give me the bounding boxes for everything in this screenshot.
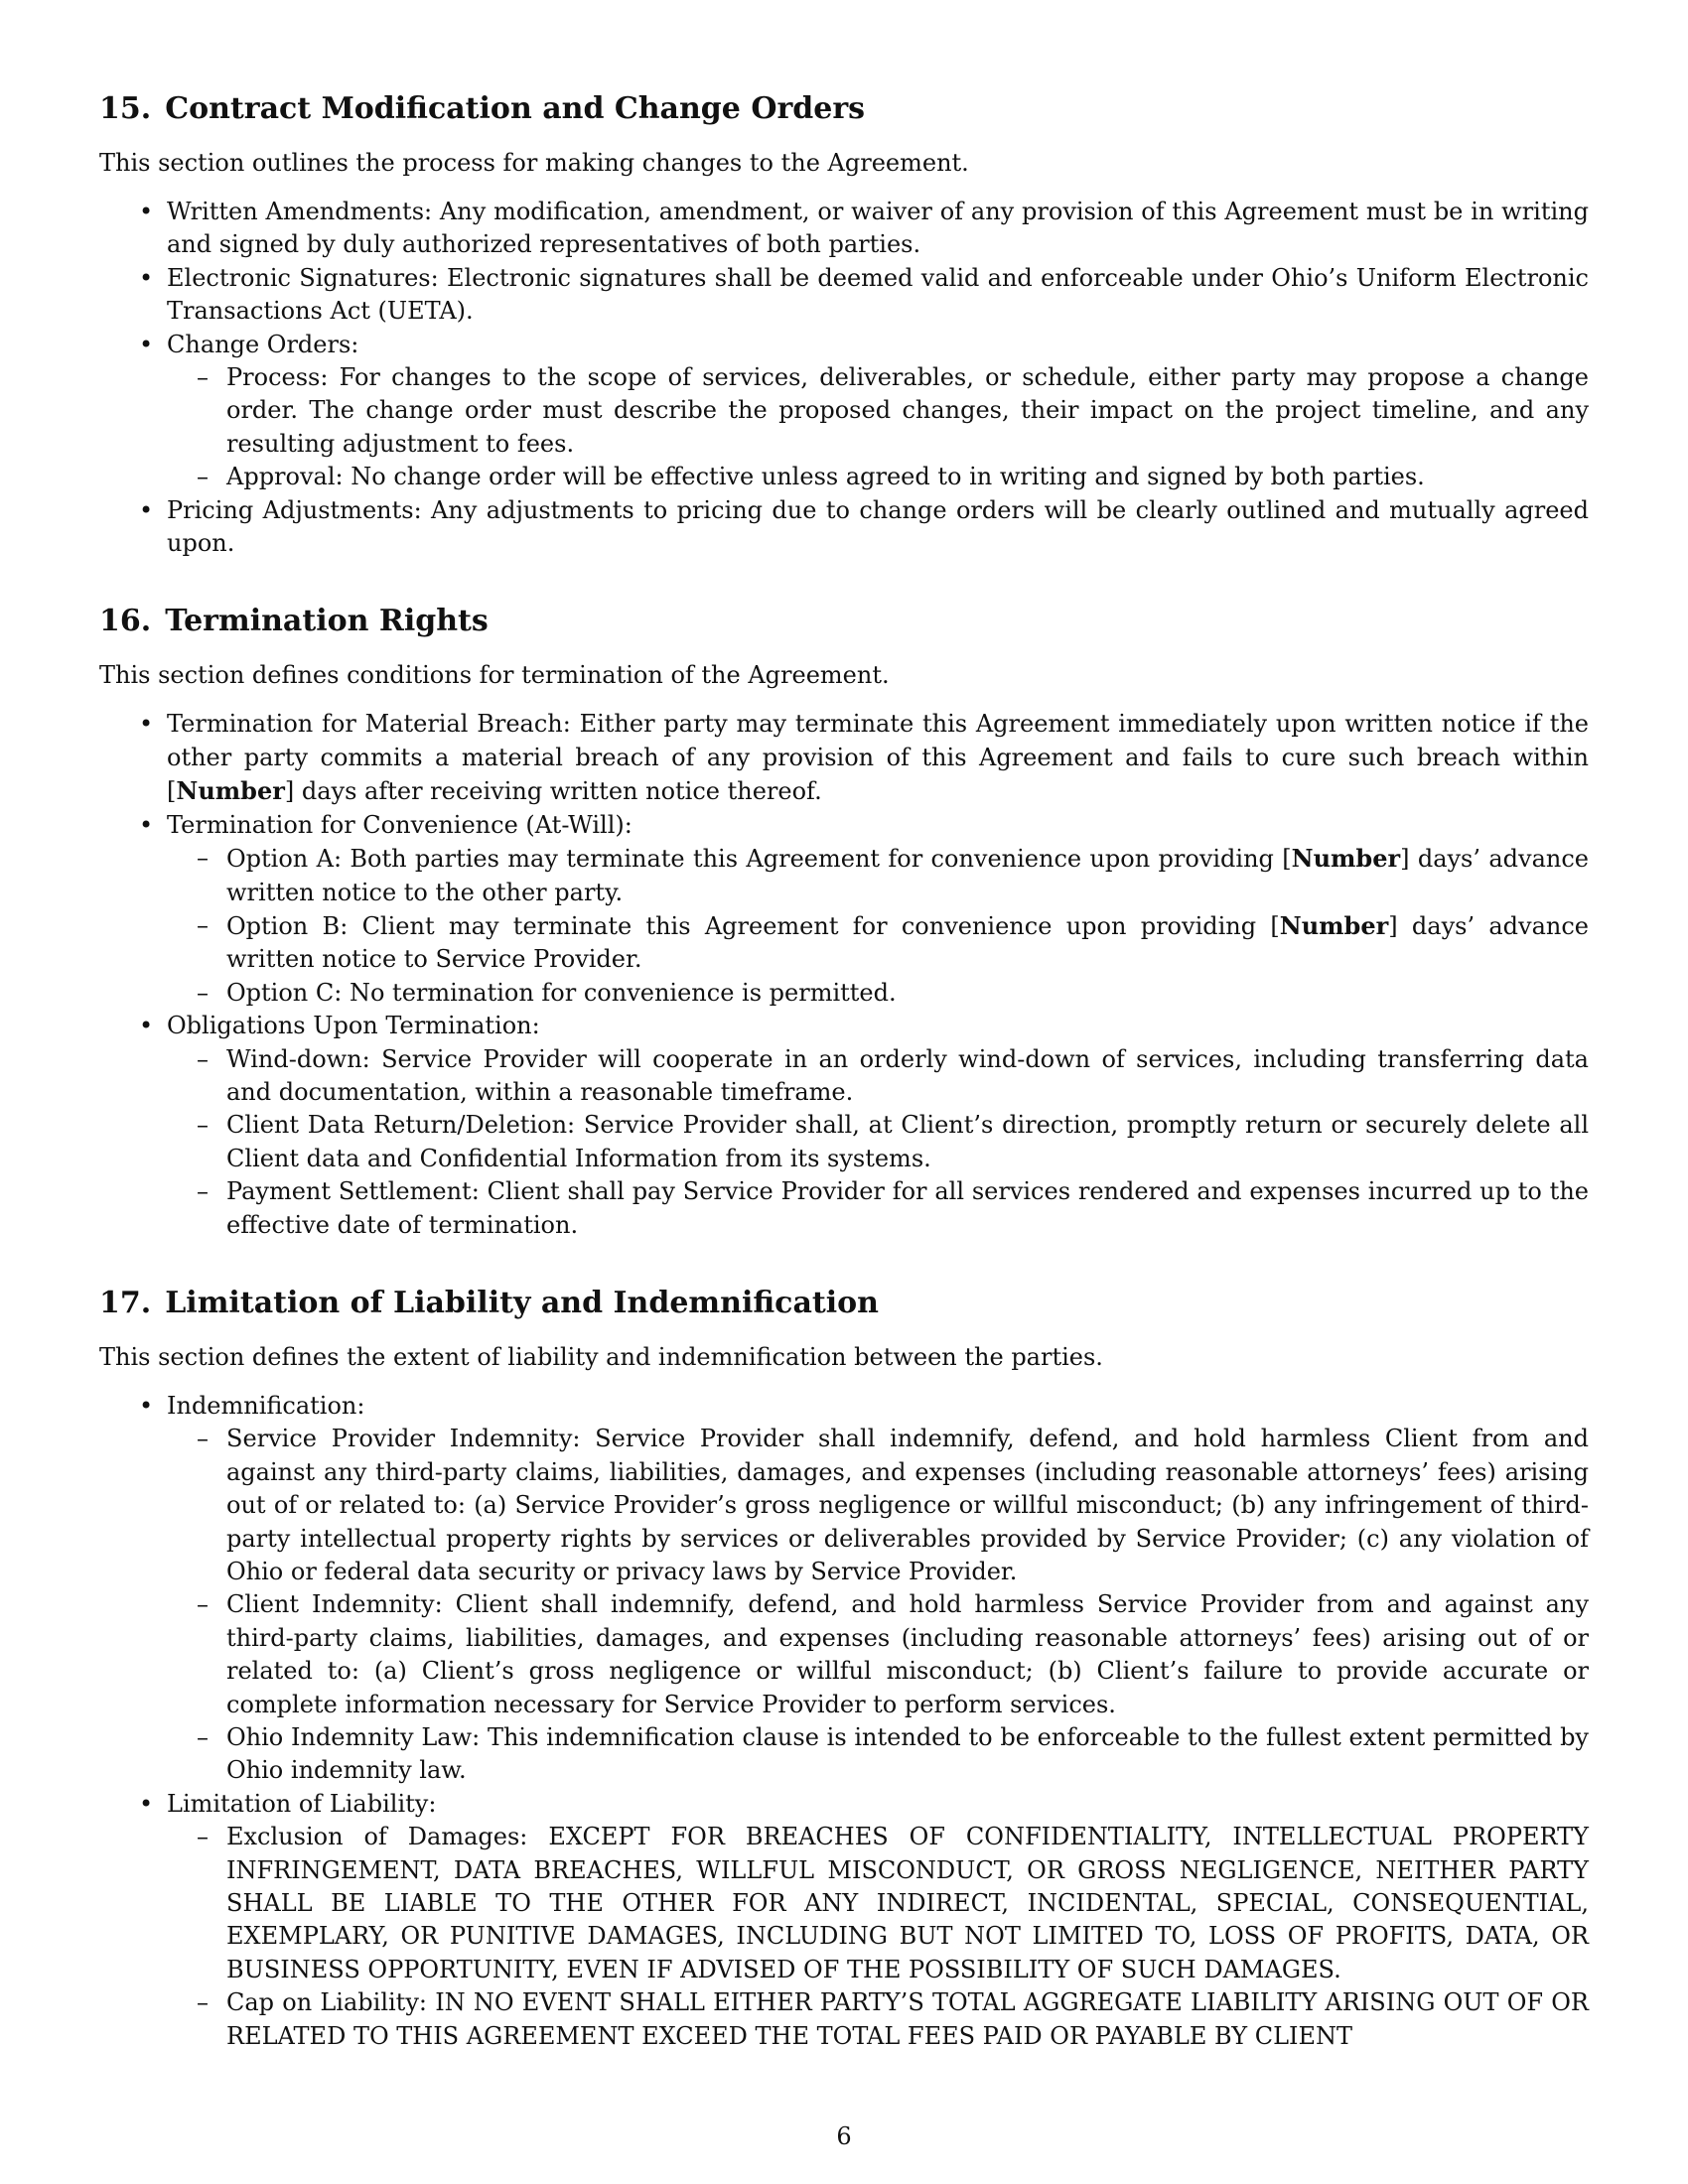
sub-item-wind-down: – Wind-down: Service Provider will cooperate in an orderly wind-down of services, including transferring data and documentation, within a reasonable timeframe. — [226, 1043, 1589, 1110]
section-number: 16. — [99, 604, 152, 639]
bullet-list — [99, 708, 1589, 1242]
list-item-limitation-of-liability — [167, 1788, 1589, 2053]
section-number: 15. — [99, 91, 152, 126]
list-item-label: Termination for Convenience (At-Will): — [167, 810, 633, 839]
text-run: ] days after receiving written notice thereof. — [284, 777, 822, 806]
text-run: Option B: Client may terminate this Agreement for convenience upon providing [ — [226, 911, 1280, 940]
section-intro: This section defines conditions for termination of the Agreement. — [99, 661, 890, 690]
list-item-written-amendments: • Written Amendments: Any modification, amendment, or waiver of any provision of this Agreement must be in writing and signed by duly authorized representatives of both parties. — [167, 196, 1589, 262]
sub-item-option-c: – Option C: No termination for convenience is permitted. — [226, 977, 1589, 1010]
list-item-material-breach — [167, 708, 1589, 808]
section-16 — [99, 604, 1589, 1242]
sub-item-process: – Process: For changes to the scope of services, deliverables, or schedule, either party may propose a change order. The change order must describe the proposed changes, their impact on the project timeline, and any resulting adjustment to fees. — [226, 361, 1589, 461]
list-item-electronic-signatures: • Electronic Signatures: Electronic signatures shall be deemed valid and enforceable under Ohio’s Uniform Electronic Transactions Act (UETA). — [167, 262, 1589, 329]
bullet-list — [99, 196, 1589, 560]
section-heading — [99, 1286, 1589, 1321]
sub-item-payment-settlement: – Payment Settlement: Client shall pay Service Provider for all services rendered and expenses incurred up to the effective date of termination. — [226, 1175, 1589, 1242]
sub-item-cap-on-liability: – Cap on Liability: IN NO EVENT SHALL EITHER PARTY’S TOTAL AGGREGATE LIABILITY ARISING OUT OF OR RELATED TO THIS AGREEMENT EXCEED THE TOTAL FEES PAID OR PAYABLE BY CLIENT — [226, 1986, 1589, 2053]
text-run: Termination for Material Breach: Either party may terminate this Agreement immediately upon written notice if the other party commits a material breach of any provision of this Agreement and fails to cure such breach within [ — [167, 710, 1589, 806]
text-run: ] days’ advance written notice to Service Provider. — [226, 911, 1590, 974]
text-run: Option A: Both parties may terminate this Agreement for convenience upon providing [ — [226, 845, 1292, 874]
document-page — [99, 91, 1589, 2097]
sub-item-approval: – Approval: No change order will be effective unless agreed to in writing and signed by both parties. — [226, 461, 1589, 493]
sub-item-option-a — [226, 842, 1589, 909]
list-item-pricing-adjustments: • Pricing Adjustments: Any adjustments to pricing due to change orders will be clearly outlined and mutually agreed upon. — [167, 494, 1589, 561]
list-item-termination-convenience — [167, 809, 1589, 1010]
bullet-list — [99, 1390, 1589, 2053]
text-run: ] days’ advance written notice to the other party. — [226, 845, 1589, 906]
section-intro: This section defines the extent of liability and indemnification between the parties. — [99, 1342, 1103, 1371]
placeholder-number: Number — [176, 776, 285, 806]
placeholder-number: Number — [1279, 910, 1389, 940]
list-item-change-orders — [167, 329, 1589, 494]
list-item-indemnification — [167, 1390, 1589, 1788]
list-item-label: Change Orders: — [167, 330, 359, 358]
list-item-label: Obligations Upon Termination: — [167, 1012, 540, 1040]
sub-item-provider-indemnity: – Service Provider Indemnity: Service Provider shall indemnify, defend, and hold harmless Client from and against any third-party claims, liabilities, damages, and expenses (including reasonable attorneys’ fees) arising out of or related to: (a) Service Provider’s gross negligence or willful misconduct; (b) any infringement of third-party intellectual property rights by services or deliverables provided by Service Provider; (c) any violation of Ohio or federal data security or privacy laws by Service Provider. — [226, 1423, 1589, 1588]
section-title: Limitation of Liability and Indemnification — [165, 1285, 879, 1320]
section-title: Termination Rights — [165, 604, 489, 639]
sub-item-client-indemnity: – Client Indemnity: Client shall indemnify, defend, and hold harmless Service Provider from and against any third-party claims, liabilities, damages, and expenses (including reasonable attorneys’ fees) arising out of or related to: (a) Client’s gross negligence or willful misconduct; (b) Client’s failure to provide accurate or complete information necessary for Service Provider to perform services. — [226, 1588, 1589, 1721]
sub-item-option-b — [226, 909, 1589, 977]
section-number: 17. — [99, 1285, 152, 1320]
sub-list — [167, 842, 1589, 1010]
sub-list — [167, 361, 1589, 494]
section-heading — [99, 91, 1589, 127]
list-item-label: Limitation of Liability: — [167, 1789, 437, 1818]
section-heading — [99, 604, 1589, 639]
sub-item-data-return: – Client Data Return/Deletion: Service Provider shall, at Client’s direction, promptly return or securely delete all Client data and Confidential Information from its systems. — [226, 1109, 1589, 1175]
page-number: 6 — [836, 2122, 852, 2150]
section-title: Contract Modification and Change Orders — [165, 91, 866, 126]
section-17 — [99, 1286, 1589, 2053]
sub-list — [167, 1423, 1589, 1787]
list-item-label: Indemnification: — [167, 1391, 365, 1420]
placeholder-number: Number — [1291, 844, 1401, 874]
sub-item-exclusion-of-damages: – Exclusion of Damages: EXCEPT FOR BREACHES OF CONFIDENTIALITY, INTELLECTUAL PROPERTY INFRINGEMENT, DATA BREACHES, WILLFUL MISCONDUCT, OR GROSS NEGLIGENCE, NEITHER PARTY SHALL BE LIABLE TO THE OTHER FOR ANY INDIRECT, INCIDENTAL, SPECIAL, CONSEQUENTIAL, EXEMPLARY, OR PUNITIVE DAMAGES, INCLUDING BUT NOT LIMITED TO, LOSS OF PROFITS, DATA, OR BUSINESS OPPORTUNITY, EVEN IF ADVISED OF THE POSSIBILITY OF SUCH DAMAGES. — [226, 1821, 1589, 1986]
sub-list — [167, 1821, 1589, 2053]
sub-item-ohio-indemnity-law: – Ohio Indemnity Law: This indemnification clause is intended to be enforceable to the fullest extent permitted by Ohio indemnity law. — [226, 1721, 1589, 1788]
list-item-obligations — [167, 1010, 1589, 1242]
section-intro: This section outlines the process for making changes to the Agreement. — [99, 149, 969, 177]
sub-list — [167, 1043, 1589, 1242]
section-15 — [99, 91, 1589, 560]
